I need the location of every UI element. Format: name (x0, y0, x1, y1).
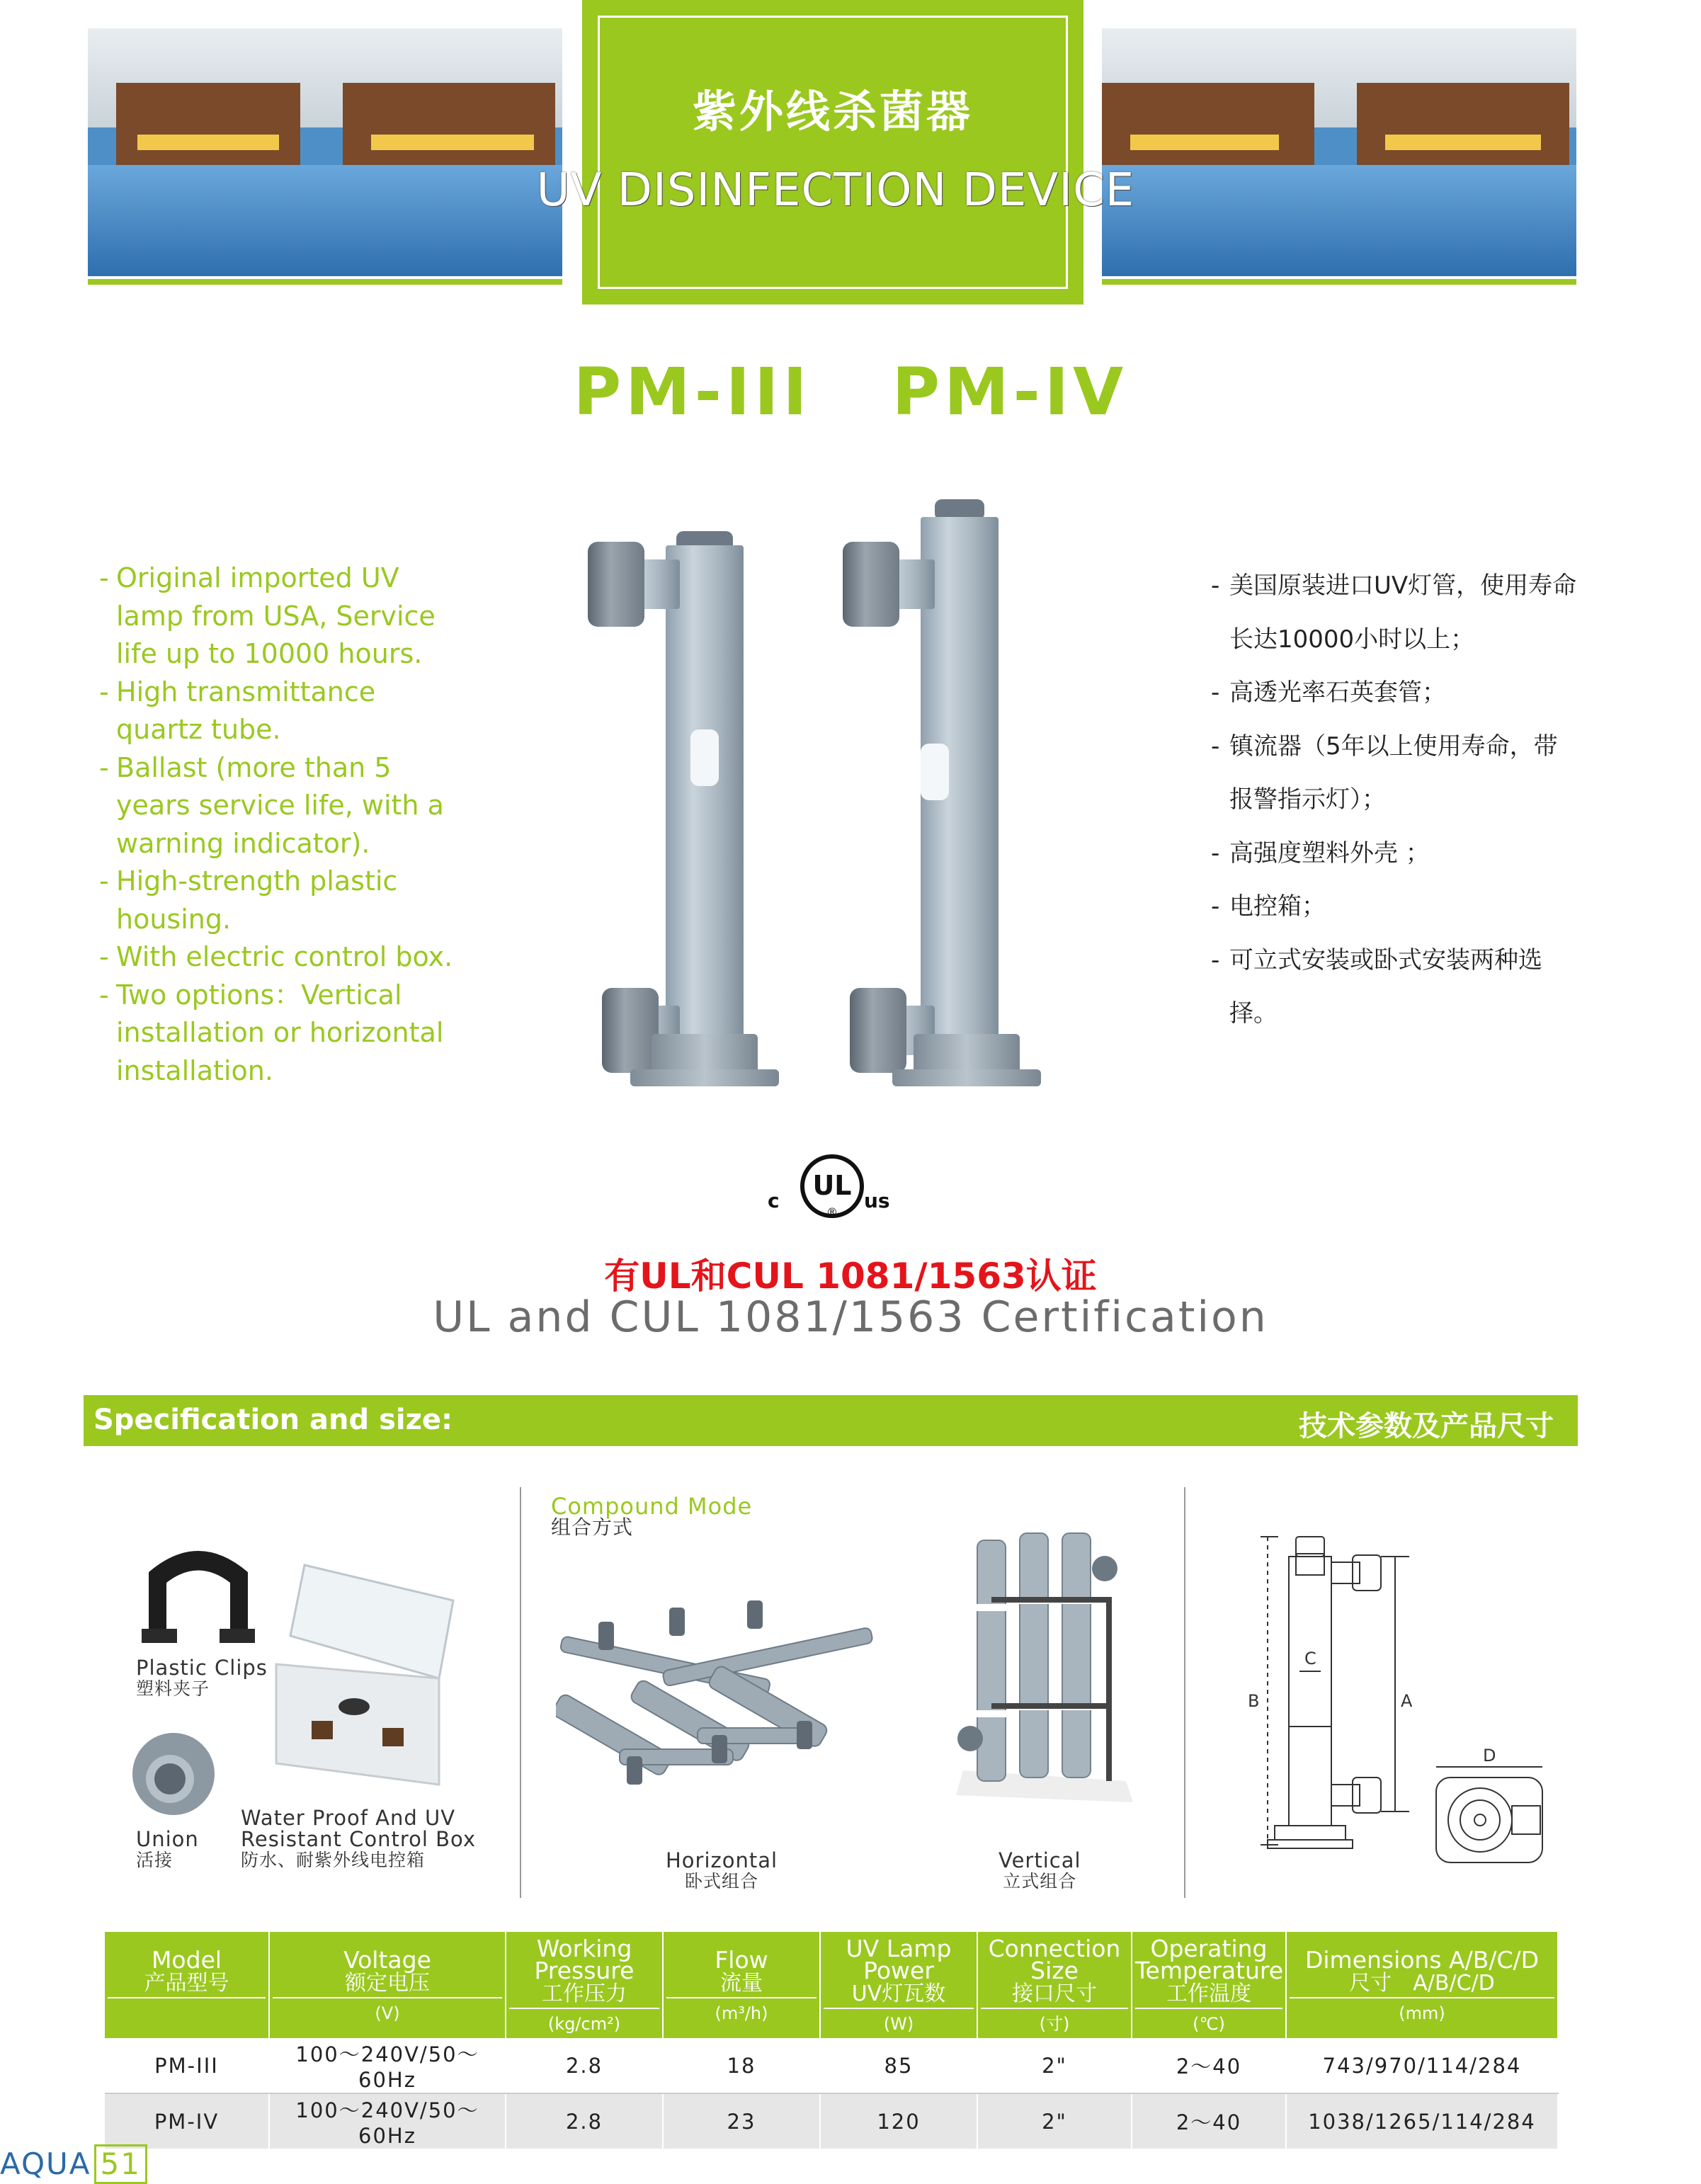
brand-name: AQUA (0, 2146, 91, 2181)
plastic-clip-image (135, 1544, 262, 1650)
col-voltage: Voltage 额定电压 (V) (269, 1932, 506, 2038)
table-cell: PM-III (105, 2038, 269, 2093)
svg-text:D: D (1483, 1746, 1496, 1765)
union-image (127, 1728, 220, 1820)
col-lamp-power: UV Lamp Power UV灯瓦数 (W) (820, 1932, 977, 2038)
table-cell: 2" (977, 2038, 1132, 2093)
uv-unit-pm-iv-image (814, 489, 1041, 1098)
table-cell: 743/970/114/284 (1286, 2038, 1558, 2093)
col-model: Model 产品型号 (105, 1932, 269, 2038)
features-cn-list (1211, 559, 1579, 1041)
control-box-image (262, 1558, 467, 1792)
models-title: PM-III PM-IV (573, 354, 1128, 430)
table-header-row (105, 1932, 1558, 2038)
feature-en-item: - Ballast (more than 5 years service life, with a warning indicator). (99, 751, 444, 859)
col-connection: Connection Size 接口尺寸 (寸) (977, 1932, 1132, 2038)
feature-cn-item: - 高透光率石英套管； (1211, 678, 1446, 707)
features-en-list (99, 559, 467, 1090)
table-cell: 2.8 (506, 2038, 663, 2093)
page-footer (0, 2144, 147, 2184)
table-cell: 23 (663, 2093, 820, 2149)
feature-en-item: - Original imported UV lamp from USA, Service life up to 10000 hours. (99, 562, 436, 669)
header-rule-right (1102, 279, 1576, 285)
col-pressure: Working Pressure 工作压力 (kg/cm²) (506, 1932, 663, 2038)
horizontal-combination-image (556, 1593, 896, 1799)
table-cell: 1038/1265/114/284 (1286, 2093, 1558, 2149)
feature-cn-item: - 高强度塑料外壳 ； (1211, 838, 1430, 868)
header-rule-left (88, 279, 562, 285)
divider-1 (520, 1487, 521, 1898)
svg-text:®: ® (826, 1205, 838, 1219)
cert-cn: 有UL和CUL 1081/1563认证 (604, 1256, 1097, 1297)
svg-text:B: B (1248, 1691, 1260, 1711)
table-cell: 2.8 (506, 2093, 663, 2149)
spec-table (105, 1932, 1559, 2149)
col-dimensions: Dimensions A/B/C/D 尺寸 A/B/C/D (mm) (1286, 1932, 1558, 2038)
table-cell: 2" (977, 2093, 1132, 2149)
uv-unit-pm-iii-image (567, 489, 793, 1098)
ul-cert-logo (765, 1151, 899, 1229)
svg-text:UL: UL (812, 1170, 852, 1201)
svg-text:us: us (864, 1189, 890, 1212)
dimension-drawing (1246, 1523, 1565, 1891)
union-label: Union 活接 (136, 1827, 199, 1870)
spec-title-en: Specification and size: (93, 1404, 453, 1436)
table-cell: PM-IV (105, 2093, 269, 2149)
cert-en: UL and CUL 1081/1563 Certification (433, 1292, 1268, 1342)
svg-text:c: c (768, 1189, 780, 1212)
feature-en-item: - High transmittance quartz tube. (99, 676, 376, 745)
table-row (105, 2093, 1558, 2149)
title-panel (582, 0, 1083, 305)
table-cell: 85 (820, 2038, 977, 2093)
col-temperature: Operating Temperature 工作温度 (℃) (1132, 1932, 1286, 2038)
feature-en-item: - With electric control box. (99, 941, 453, 972)
divider-2 (1184, 1487, 1185, 1898)
spec-title-cn: 技术参数及产品尺寸 (1299, 1410, 1554, 1443)
feature-en-item: - High-strength plastic housing. (99, 865, 398, 935)
table-cell: 120 (820, 2093, 977, 2149)
table-cell: 2～40 (1132, 2093, 1286, 2149)
svg-text:A: A (1401, 1691, 1413, 1711)
table-row (105, 2038, 1558, 2093)
spec-section-bar (84, 1395, 1578, 1446)
control-box-label: Water Proof And UV Resistant Control Box 防水、耐紫外线电控箱 (241, 1806, 477, 1870)
svg-text:C: C (1304, 1649, 1316, 1668)
page-number: 51 (94, 2144, 147, 2184)
table-cell: 100～240V/50～60Hz (269, 2038, 506, 2093)
horizontal-label: Horizontal 卧式组合 (666, 1848, 778, 1892)
feature-en-item: - Two options：Vertical installation or horizontal installation. (99, 979, 444, 1086)
table-cell: 18 (663, 2038, 820, 2093)
table-cell: 100～240V/50～60Hz (269, 2093, 506, 2149)
vertical-combination-image (949, 1526, 1140, 1809)
col-flow: Flow 流量 (m³/h) (663, 1932, 820, 2038)
feature-cn-item: - 镇流器（5年以上使用寿命，带报警指示灯）； (1211, 732, 1558, 814)
header-photo-left (88, 28, 562, 276)
feature-cn-item: - 美国原装进口UV灯管，使用寿命长达10000小时以上； (1211, 571, 1577, 654)
compound-mode-label: Compound Mode 组合方式 (551, 1493, 753, 1539)
plastic-clips-label: Plastic Clips 塑料夹子 (136, 1656, 268, 1699)
vertical-label: Vertical 立式组合 (999, 1848, 1081, 1892)
title-cn: 紫外线杀菌器 (692, 86, 973, 137)
table-cell: 2～40 (1132, 2038, 1286, 2093)
header-photo-right (1102, 28, 1576, 276)
feature-cn-item: - 可立式安装或卧式安装两种选择。 (1211, 945, 1542, 1028)
title-en: UV DISINFECTION DEVICE (536, 164, 1135, 217)
feature-cn-item: - 电控箱； (1211, 892, 1326, 921)
